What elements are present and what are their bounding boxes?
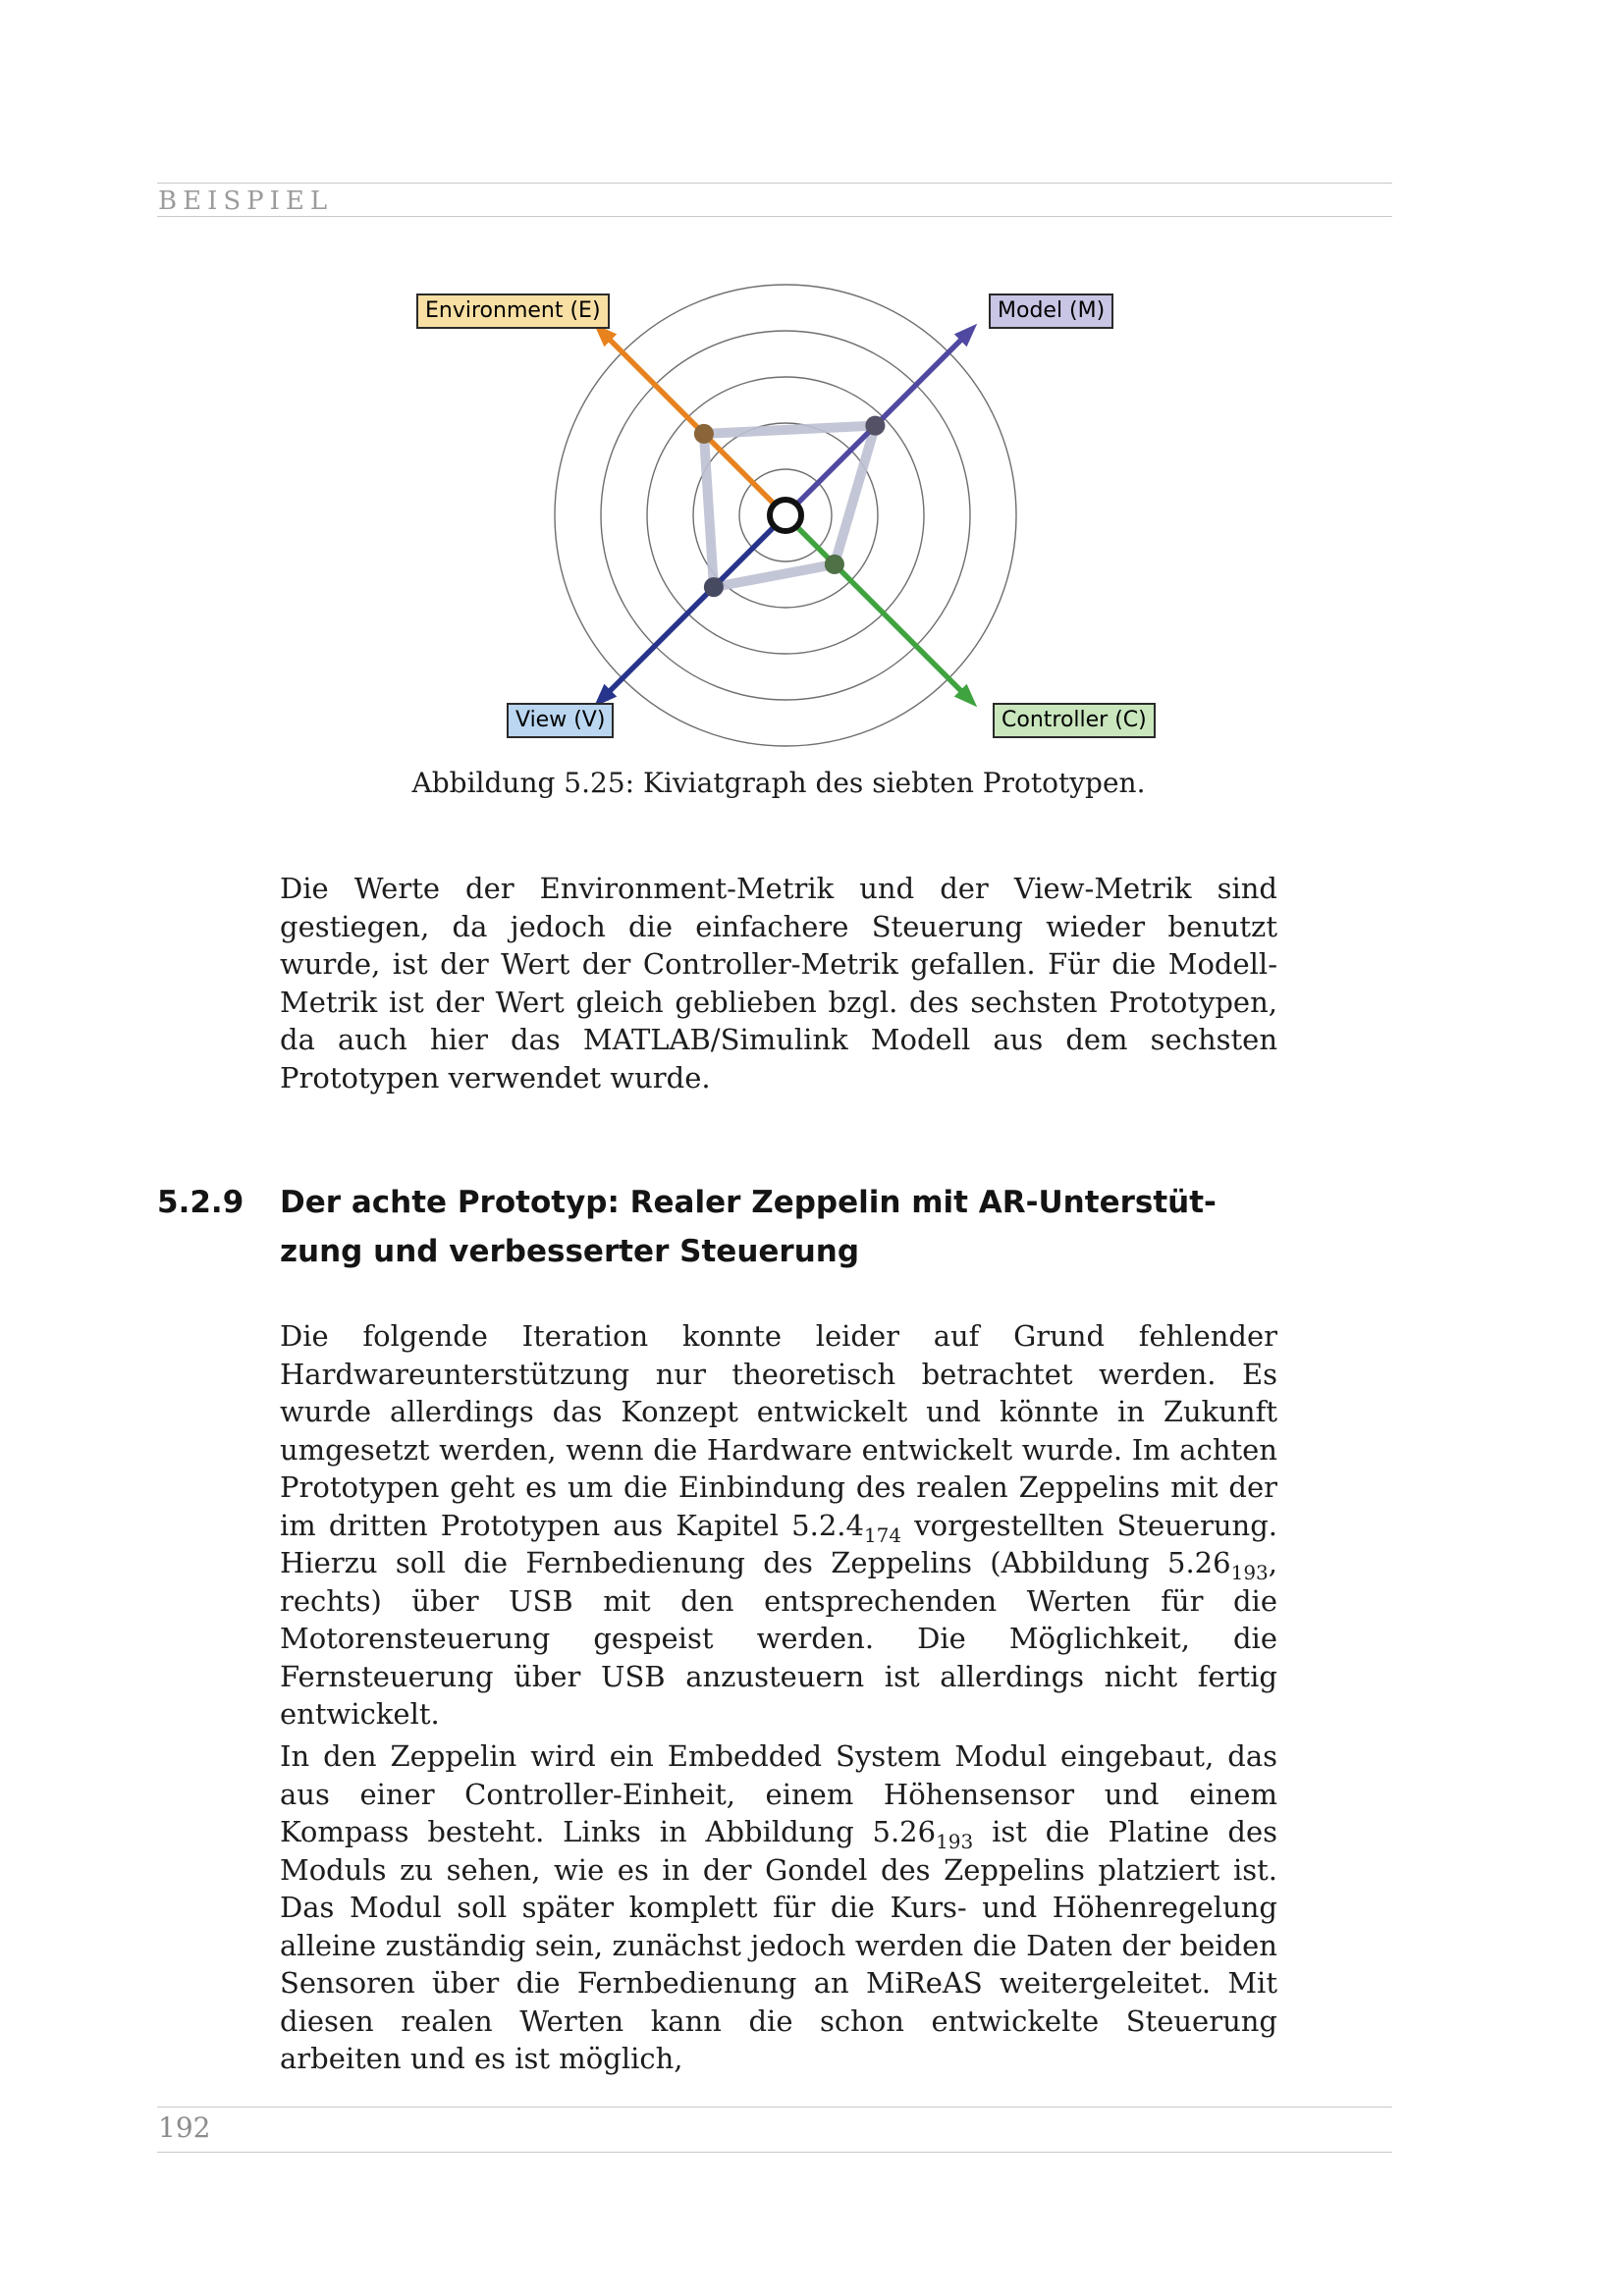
controller-axis-label: Controller (C) [993, 703, 1156, 738]
data-point-tint [825, 555, 844, 574]
data-point-tint [694, 424, 714, 444]
section-heading [157, 1178, 1414, 1276]
section-title-line1: Der achte Prototyp: Realer Zeppelin mit AR-Unterstüt- [280, 1185, 1217, 1220]
footer-rule-top [157, 2107, 1392, 2108]
footer-rule-bottom [157, 2152, 1392, 2153]
paragraph-3-text: ist die Platine des Moduls zu sehen, wie es in der Gondel des Zeppelins platziert ist. Das Modul soll später komplett für die Kurs- und Höhenregelung alleine zuständig sein, zunächst jedoch werden die Daten der beiden Sensoren über die Fernbedienung an MiReAS weitergeleitet. Mit diesen realen Werten kann die schon entwickelte Steuerung arbeiten und es ist möglich, [280, 1815, 1278, 2075]
paragraph-2 [280, 1317, 1277, 1734]
paragraph-3-text: In den Zeppelin wird ein Embedded System Modul eingebaut, das aus einer Controller-Einheit, einem Höhensensor und einem Kompass besteht. Links in Abbildung 5.26 [280, 1739, 1277, 1848]
axis-line [785, 515, 966, 696]
page-ref-subscript: 174 [863, 1522, 902, 1547]
page-ref-subscript: 193 [1230, 1560, 1269, 1584]
section-number: 5.2.9 [157, 1185, 244, 1220]
axis-line [605, 335, 785, 515]
paragraph-2-text: vorgestellten Steuerung. Hierzu soll die Fernbedienung des Zeppelins (Abbildung 5.26 [280, 1508, 1277, 1579]
section-title-line2: zung und verbesserter Steuerung [280, 1234, 860, 1269]
paragraph-1: Die Werte der Environment-Metrik und der View-Metrik sind gestiegen, da jedoch die einfachere Steuerung wieder benutzt wurde, ist der Wert der Controller-Metrik gefallen. Für die Modell-Metrik ist der Wert gleich geblieben bzgl. des sechsten Prototypen, da auch hier das MATLAB/Simulink Modell aus dem sechsten Prototypen verwendet wurde. [280, 872, 1277, 1095]
header-rule-top [157, 183, 1392, 184]
page-ref-subscript: 193 [936, 1829, 974, 1853]
page-number: 192 [158, 2111, 211, 2144]
paragraph-2-text: Die folgende Iteration konnte leider auf Grund fehlender Hardwareunterstützung nur theoretisch betrachtet werden. Es wurde allerdings das Konzept entwickelt und könnte in Zukunft umgesetzt werden, wenn die Hardware entwickelt wurde. Im achten Prototypen geht es um die Einbindung des realen Zeppelins mit der im dritten Prototypen aus Kapitel 5.2.4 [280, 1319, 1277, 1542]
data-point-tint [865, 416, 885, 436]
paragraph-2-text: , rechts) über USB mit den entsprechenden Werten für die Motorensteuerung gespeist werden. Die Möglichkeit, die Fernsteuerung über USB anzusteuern ist allerdings nicht fertig entwickelt. [280, 1546, 1277, 1731]
center-circle [770, 500, 801, 531]
header-rule-bottom [157, 216, 1392, 217]
kiviat-svg [393, 275, 1178, 756]
axis-line [605, 515, 785, 696]
paragraph-3 [280, 1737, 1277, 2078]
running-header-label: BEISPIEL [158, 187, 334, 216]
view-axis-label: View (V) [507, 703, 614, 738]
data-point-tint [704, 577, 724, 597]
model-axis-label: Model (M) [989, 294, 1113, 329]
figure-caption: Abbildung 5.25: Kiviatgraph des siebten Prototypen. [411, 767, 1146, 799]
environment-axis-label: Environment (E) [416, 294, 610, 329]
section-title [280, 1178, 1414, 1276]
